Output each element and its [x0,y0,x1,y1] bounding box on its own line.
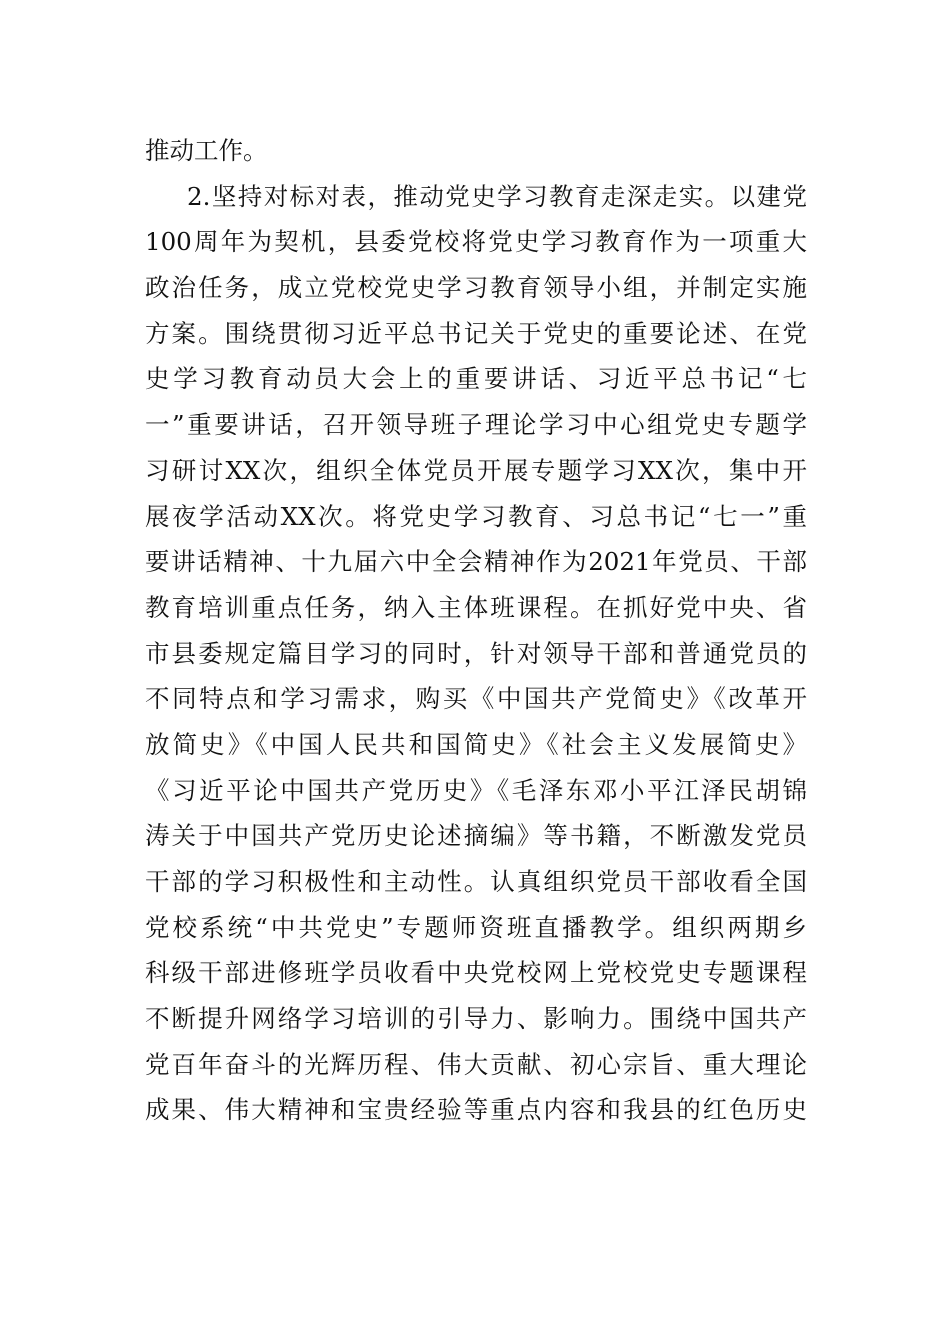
text-line: 涛关于中国共产党历史论述摘编》等书籍，不断激发党员 [145,821,807,851]
text-line: 成果、伟大精神和宝贵经验等重点内容和我县的红色历史 [145,1095,807,1125]
text-line: 教育培训重点任务，纳入主体班课程。在抓好党中央、省 [145,592,807,622]
text-line: 市县委规定篇目学习的同时，针对领导干部和普通党员的 [145,638,807,668]
text-line: 要讲话精神、十九届六中全会精神作为2021年党员、干部 [145,547,807,577]
text-line: 方案。围绕贯彻习近平总书记关于党史的重要论述、在党 [145,318,807,348]
text-line: 100周年为契机，县委党校将党史学习教育作为一项重大 [145,227,807,257]
text-line: 史学习教育动员大会上的重要讲话、习近平总书记“七 [145,364,807,394]
text-line: 推动工作。 [145,136,268,165]
text-line: 干部的学习积极性和主动性。认真组织党员干部收看全国 [145,867,807,896]
text-line: 放简史》《中国人民共和国简史》《社会主义发展简史》 [145,729,807,759]
text-line: 党百年奋斗的光辉历程、伟大贡献、初心宗旨、重大理论 [145,1049,807,1079]
text-line: 习研讨XX次，组织全体党员开展专题学习XX次，集中开 [145,455,807,485]
text-line: 一”重要讲话，召开领导班子理论学习中心组党史专题学 [145,410,807,440]
text-line: 政治任务，成立党校党史学习教育领导小组，并制定实施 [145,273,807,303]
text-line: 《习近平论中国共产党历史》《毛泽东邓小平江泽民胡锦 [145,775,807,805]
text-line: 2.坚持对标对表，推动党史学习教育走深走实。以建党 [187,181,807,211]
text-line: 党校系统“中共党史”专题师资班直播教学。组织两期乡 [145,912,807,942]
text-line: 不断提升网络学习培训的引导力、影响力。围绕中国共产 [145,1004,807,1034]
text-line: 科级干部进修班学员收看中央党校网上党校党史专题课程 [145,958,807,988]
text-line: 展夜学活动XX次。将党史学习教育、习总书记“七一”重 [145,501,807,531]
body-text [145,128,807,1133]
text-line: 不同特点和学习需求，购买《中国共产党简史》《改革开 [145,684,807,714]
